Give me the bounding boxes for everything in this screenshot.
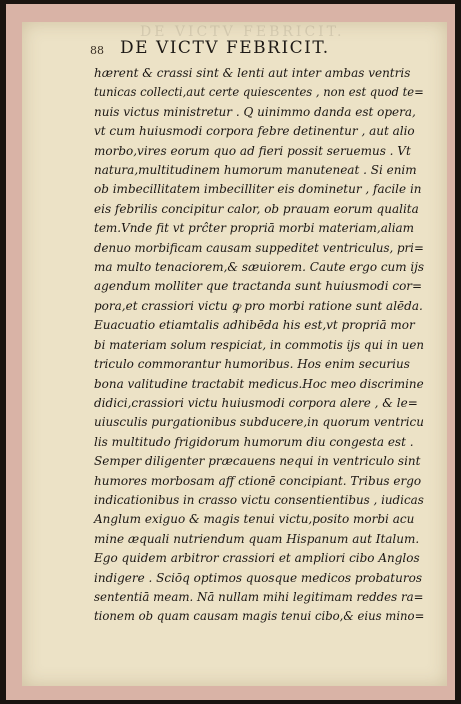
text-line: ma multo tenaciorem,& sæuiorem. Caute ergo cum ijs bbox=[94, 260, 425, 275]
text-line: agendum molliter que tractanda sunt huiusmodi cor= bbox=[94, 279, 423, 294]
text-line: didici,crassiori victu huiusmodi corpora alere , & le= bbox=[94, 395, 418, 410]
text-line: Euacuatio etiamtalis adhibēda his est,vt propriā mor bbox=[94, 318, 415, 333]
text-line: eis febrilis concipitur calor, ob prauam eorum qualita bbox=[94, 201, 419, 216]
text-line: Semper diligenter præcauens nequi in ventriculo sint bbox=[94, 454, 421, 469]
text-line: nuis victus ministretur . Q uinimmo danda est opera, bbox=[94, 104, 416, 119]
text-line: hærent & crassi sint & lenti aut inter ambas ventris bbox=[94, 66, 411, 80]
text-line: morbo,vires eorum quo ad fieri possit seruemus . Vt bbox=[94, 143, 411, 158]
text-line: ob imbecillitatem imbecilliter eis dominetur , facile in bbox=[94, 182, 422, 197]
show-through-heading: DE VICTV FEBRICIT. bbox=[140, 24, 345, 40]
text-line: mine æquali nutriendum quam Hispanum aut Italum. bbox=[94, 531, 420, 546]
text-line: vt cum huiusmodi corpora febre detinentur , aut alio bbox=[94, 124, 415, 139]
text-line: humores morbosam aff ctionē concipiant. Tribus ergo bbox=[94, 473, 422, 488]
text-line: Anglum exiguo & magis tenui victu,posito morbi acu bbox=[94, 512, 415, 527]
text-line: tunicas collecti,aut certe quiescentes , non est quod te= bbox=[94, 85, 424, 100]
text-line: uiusculis purgationibus subducere,in quorum ventricu bbox=[94, 415, 424, 430]
text-line: sententiā meam. Nā nullam mihi legitimam reddes ra= bbox=[94, 589, 424, 604]
body-text bbox=[94, 64, 424, 627]
text-line: natura,multitudinem humorum manuteneat . Si enim bbox=[94, 163, 417, 178]
text-line: bi materiam solum respiciat, in commotis ijs qui in uen bbox=[94, 337, 424, 352]
text-line: bona valitudine tractabit medicus.Hoc meo discrimine bbox=[94, 376, 424, 391]
text-line: triculo commorantur humoribus. Hos enim securius bbox=[94, 357, 410, 372]
text-line: lis multitudo frigidorum humorum diu congesta est . bbox=[94, 434, 414, 449]
text-line: indicationibus in crasso victu consentientibus , iudicas bbox=[94, 492, 424, 507]
text-line: pora,et crassiori victu ꝙ pro morbi ratione sunt alēda. bbox=[94, 298, 423, 313]
text-line: Ego quidem arbitror crassiori et ampliori cibo Anglos bbox=[94, 551, 420, 566]
text-line: tem.Vnde fit vt prĉter propriā morbi materiam,aliam bbox=[94, 221, 415, 236]
page-number: 88 bbox=[90, 44, 104, 57]
text-line: tionem ob quam causam magis tenui cibo,& eius mino= bbox=[94, 609, 425, 624]
text-line: denuo morbificam causam suppeditet ventriculus, pri= bbox=[94, 240, 424, 255]
text-line: indigere . Sciōq optimos quosque medicos probaturos bbox=[94, 570, 422, 585]
running-head: DE VICTV FEBRICIT. bbox=[120, 38, 330, 58]
